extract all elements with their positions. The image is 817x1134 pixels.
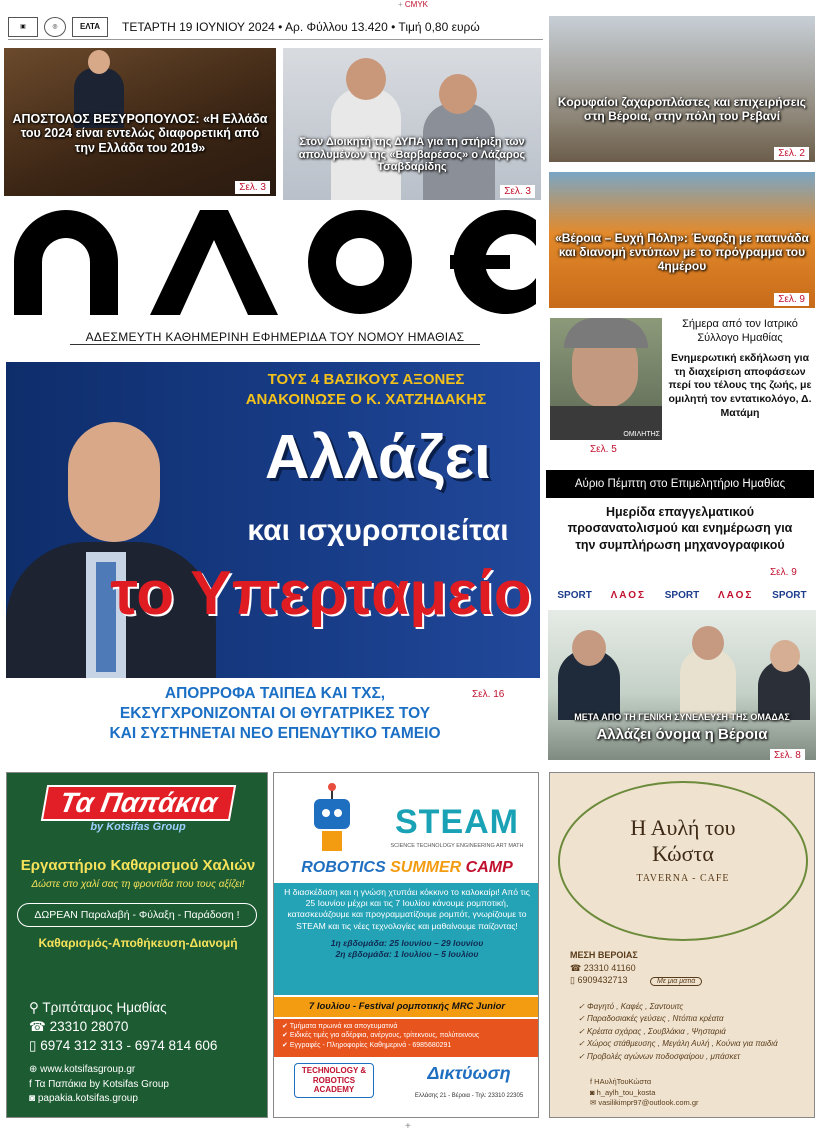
mobile-text: 6909432713: [577, 975, 628, 986]
person-2-head: [692, 626, 724, 660]
page-ref: Σελ. 3: [500, 185, 535, 198]
facebook-icon: f: [590, 1077, 595, 1086]
steam-title: STEAM: [395, 803, 519, 841]
taverna-kind: TAVERNA - CAFE: [636, 873, 730, 884]
offer-1: ✓ Φαγητό , Καφές , Σαντουιτς: [578, 1002, 684, 1011]
offer-1-text: Φαγητό , Καφές , Σαντουιτς: [586, 1002, 684, 1011]
subhead-line-1: ΑΠΟΡΡΟΦΑ ΤΑΙΠΕΔ ΚΑΙ ΤΧΣ,: [164, 685, 386, 702]
page-ref: Σελ. 3: [235, 181, 270, 194]
lead-story[interactable]: [6, 362, 540, 678]
papakia-free: ΔΩΡΕΑΝ Παραλαβή - Φύλαξη - Παράδοση !: [17, 903, 257, 927]
story-parliament[interactable]: [4, 48, 276, 196]
papakia-title: Εργαστήριο Καθαρισμού Χαλιών: [20, 857, 256, 874]
ad-papakia[interactable]: [6, 772, 268, 1118]
laos-label: ΛΑΟΣ: [610, 590, 646, 601]
kicker-line-1: ΤΟΥΣ 4 ΒΑΣΙΚΟΥΣ ΑΞΟΝΕΣ: [267, 371, 465, 388]
globe-icon: ⊕: [29, 1064, 41, 1075]
phone-icon: ☎: [29, 1018, 50, 1034]
note-badge: Με μια ματιά: [650, 977, 702, 986]
chamber-bar: Αύριο Πέμπτη στο Επιμελητήριο Ημαθίας: [546, 470, 814, 498]
web-text: www.kotsifasgroup.gr: [40, 1064, 136, 1075]
chamber-body[interactable]: Ημερίδα επαγγελματικού προσανατολισμού και ενημέρωση για την συμπλήρωση μηχανογραφικού: [567, 505, 793, 552]
offer-4: ✓ Χώρος στάθμευσης , Μεγάλη Αυλή , Κούνια για παιδιά: [578, 1039, 778, 1049]
offer-5-text: Προβολές αγώνων ποδοσφαίρου , μπάσκετ: [586, 1051, 740, 1061]
papakia-slogan: Δώστε στο χαλί σας τη φροντίδα που τους αξίζει!: [31, 879, 245, 890]
mail-icon: ✉: [590, 1098, 599, 1107]
instagram-text: papakia.kotsifas.group: [37, 1093, 138, 1104]
sport-title: Αλλάζει όνομα η Βέροια: [596, 726, 768, 743]
festival: 7 Ιουλίου - Festival ρομποτικής MRC Junior: [274, 997, 539, 1017]
pin-icon: ⚲: [29, 1000, 43, 1015]
phone-text: 23310 28070: [49, 1018, 129, 1034]
brand-name: Τα Παπάκια: [40, 785, 235, 821]
person-left-head: [346, 58, 386, 100]
diktyosi-logo: Δικτύωση: [427, 1063, 511, 1083]
phone-row: [570, 962, 800, 975]
phone-row: [29, 1018, 259, 1037]
bullet-1: ✔ Τμήματα πρωινά και απογευματινά: [282, 1023, 398, 1030]
page-ref: Σελ. 8: [770, 749, 805, 762]
bullet-1-text: Τμήματα πρωινά και απογευματινά: [289, 1023, 398, 1030]
subhead-line-2: ΕΚΣΥΓΧΡΟΝΙΖΟΝΤΑΙ ΟΙ ΘΥΓΑΤΡΙΚΕΣ ΤΟΥ: [119, 705, 431, 723]
papakia-online: [29, 1063, 259, 1107]
lead-subhead: [20, 684, 530, 744]
page-ref: Σελ. 9: [774, 293, 809, 306]
medical-photo[interactable]: [550, 318, 662, 440]
camp-title: [278, 859, 536, 877]
headline-1: Αλλάζει: [264, 423, 492, 492]
week-1: 1η εβδομάδα: 25 Ιουνίου – 29 Ιουνίου: [330, 937, 484, 948]
offer-2-text: Παραδοσιακές γεύσεις , Ντόπια κρέατα: [586, 1014, 724, 1024]
masthead-logo: [10, 210, 540, 315]
headline-3: το Υπερταμείο: [110, 559, 532, 628]
instagram-icon: ◙: [29, 1093, 38, 1104]
speaker-head: [88, 50, 110, 74]
camp-info: [274, 883, 539, 995]
person-1-head: [572, 630, 606, 666]
address-text: Τριπόταμος Ημαθίας: [42, 1000, 167, 1015]
person-right-head: [439, 74, 477, 114]
sport-label: SPORT: [772, 590, 807, 601]
seal-icon: ◎: [44, 17, 66, 37]
photo-label: ΟΜΙΛΗΤΗΣ: [623, 431, 660, 438]
minister-photo: [6, 402, 206, 678]
kicker-line-2: ΑΝΑΚΟΙΝΩΣΕ Ο Κ. ΧΑΤΖΗΔΑΚΗΣ: [245, 391, 487, 409]
header-bar: [8, 14, 543, 40]
mobile-icon: ▯: [29, 1037, 41, 1053]
instagram-icon: ◙: [590, 1087, 597, 1097]
area: ΜΕΣΗ ΒΕΡΟΙΑΣ: [570, 950, 638, 960]
subhead-line-3: ΚΑΙ ΣΥΣΤΗΝΕΤΑΙ ΝΕΟ ΕΠΕΝΔΥΤΙΚΟ ΤΑΜΕΙΟ: [109, 725, 441, 743]
academy-logo: TECHNOLOGY & ROBOTICS ACADEMY: [294, 1063, 374, 1098]
register-mark-bottom: +: [405, 1121, 411, 1132]
offer-2: ✓ Παραδοσιακές γεύσεις , Ντόπια κρέατα: [578, 1014, 724, 1024]
name-line-1: Η Αυλή του: [630, 815, 736, 840]
week-2: 2η εβδομάδα: 1 Ιουλίου – 5 Ιουλίου: [335, 948, 479, 959]
laos-logo-icon: [10, 210, 540, 315]
page-ref: Σελ. 16: [468, 688, 508, 701]
mobile-text: 6974 312 313 - 6974 814 606: [40, 1037, 218, 1053]
fb-text: ΗΑυλήΤουΚώστα: [594, 1077, 652, 1086]
ig-row[interactable]: [590, 1088, 800, 1099]
steam-sub: SCIENCE TECHNOLOGY ENGINEERING ART MATH: [390, 843, 524, 849]
papakia-brand: [15, 785, 261, 833]
story-caption: Κορυφαίοι ζαχαροπλάστες και επιχειρήσεις στη Βέροια, στην πόλη του Ρεβανί: [557, 95, 807, 123]
laos-label: ΛΑΟΣ: [717, 590, 754, 601]
web-row[interactable]: [29, 1063, 259, 1078]
sport-label: SPORT: [557, 590, 592, 601]
taverna-contact: [570, 949, 800, 987]
email-row[interactable]: [590, 1098, 800, 1109]
offer-4-text: Χώρος στάθμευσης , Μεγάλη Αυλή , Κούνια για παιδιά: [586, 1039, 778, 1049]
ig-text: h_aylh_tou_kosta: [596, 1087, 656, 1097]
page-ref: Σελ. 9: [766, 566, 801, 579]
story-caption: Στον Διοικητή της ΔΥΠΑ για τη στήριξη των απολυμένων της «Βαρβαρέσος» ο Λάζαρος Τσαβδαρίδης: [298, 136, 526, 174]
steam-address: Ελλάσης 21 - Βέροια - Τηλ: 23310 22305: [414, 1093, 524, 1099]
page-ref: Σελ. 5: [586, 443, 621, 456]
sport-kicker: ΜΕΤΑ ΑΠΟ ΤΗ ΓΕΝΙΚΗ ΣΥΝΕΛΕΥΣΗ ΤΗΣ ΟΜΑΔΑΣ: [574, 712, 790, 722]
offer-5: ✓ Προβολές αγώνων ποδοσφαίρου , μπάσκετ: [578, 1051, 740, 1061]
sport-strip: [548, 590, 816, 608]
lead-kicker: [196, 370, 536, 411]
minister-head: [68, 422, 160, 542]
story-dypa[interactable]: [283, 48, 541, 200]
name-line-2: Κώστα: [652, 841, 714, 867]
bullet-2-text: Ειδικές τιμές για αδέρφια, ανέργους, τρίτεκνους, πολύτεκνους: [289, 1032, 480, 1040]
email-text: vasilikimpr97@outlook.com.gr: [598, 1098, 699, 1107]
ad-taverna[interactable]: [549, 772, 815, 1118]
mobile-row: [570, 974, 800, 987]
facebook-row[interactable]: [29, 1078, 259, 1093]
address-row: [29, 999, 259, 1018]
brand-sub: by Kotsifas Group: [90, 821, 186, 833]
mobile-icon: ▯: [570, 975, 578, 986]
tagline: ΑΔΕΣΜΕΥΤΗ ΚΑΘΗΜΕΡΙΝΗ ΕΦΗΜΕΡΙΔΑ ΤΟΥ ΝΟΜΟΥ ΗΜΑΘΙΑΣ: [70, 330, 480, 345]
offer-3-text: Κρέατα σχάρας , Σουβλάκια , Ψησταριά: [586, 1026, 726, 1036]
medical-intro: Σήμερα από τον Ιατρικό Σύλλογο Ημαθίας: [682, 318, 798, 344]
phone-text: 23310 41160: [583, 962, 636, 973]
doctor-hair: [564, 318, 648, 348]
person-3-head: [770, 640, 800, 672]
camp-intro: Η διασκέδαση και η γνώση χτυπάει κόκκινο το καλοκαίρι! Από τις 25 Ιουνίου μέχρι και τις 7 Ιουλίου κάνουμε ρομποτική, κατασκευάζουμε και προγραμματίζουμε ρομπότ, γνωρίζουμε το STEAM και τις νέες τεχνολογίες και μαθαίνουμε παίζοντας!: [284, 887, 530, 931]
bullet-2: ✔ Ειδικές τιμές για αδέρφια, ανέργους, τρίτεκνους, πολύτεκνους: [282, 1032, 480, 1040]
fb-row[interactable]: [590, 1077, 800, 1088]
bullet-3-text: Εγγραφές - Πληροφορίες Καθημερινά - 6985680291: [289, 1041, 452, 1049]
sport-photo[interactable]: [548, 610, 816, 760]
sport-label: SPORT: [664, 590, 700, 601]
bullet-3: ✔ Εγγραφές - Πληροφορίες Καθημερινά - 6985680291: [282, 1041, 452, 1049]
instagram-row[interactable]: [29, 1092, 259, 1107]
papakia-services: Καθαρισμός-Αποθήκευση-Διανομή: [38, 936, 238, 950]
robot-icon: [294, 781, 374, 855]
page-ref: Σελ. 2: [774, 147, 809, 160]
phone-icon: ☎: [570, 962, 584, 973]
taverna-name: [560, 815, 806, 868]
camp-word-3: CAMP: [465, 859, 513, 876]
facebook-text: Τα Παπάκια by Kotsifas Group: [34, 1078, 169, 1090]
story-caption: ΑΠΟΣΤΟΛΟΣ ΒΕΣΥΡΟΠΟΥΛΟΣ: «Η Ελλάδα του 2024 είναι εντελώς διαφορετική από την Ελλάδα του 2019»: [12, 112, 268, 155]
date-line: ΤΕΤΑΡΤΗ 19 ΙΟΥΝΙΟΥ 2024 • Αρ. Φύλλου 13.420 • Τιμή 0,80 ευρώ: [122, 19, 480, 34]
elta-logo: ΕΛΤΑ: [72, 17, 108, 37]
camp-word-1: ROBOTICS: [301, 859, 386, 876]
facebook-icon: f: [29, 1078, 35, 1090]
offer-3: ✓ Κρέατα σχάρας , Σουβλάκια , Ψησταριά: [578, 1026, 726, 1036]
register-mark: + CMYK: [398, 0, 429, 9]
headline-2: και ισχυροποιείται: [247, 514, 509, 547]
story-festival[interactable]: [549, 172, 815, 308]
papakia-contact: [29, 999, 259, 1056]
taverna-offers: [578, 1001, 798, 1063]
camp-word-2: SUMMER: [390, 859, 462, 876]
mobile-row: [29, 1037, 259, 1056]
story-caption: «Βέροια – Ευχή Πόλη»: Έναρξη με πατινάδα και διανομή εντύπων με το πρόγραμμα του 4ημέρου: [555, 231, 809, 273]
medical-body: Ενημερωτική εκδήλωση για τη διαχείριση αποφάσεων περί του τέλους της ζωής, με ομιλητή τον εντατικολόγο, Δ. Ματάμη: [668, 352, 812, 419]
taverna-social: [590, 1077, 800, 1109]
ad-steam[interactable]: [273, 772, 539, 1118]
story-pastry[interactable]: [549, 16, 815, 162]
ap-badge-icon: ▣: [8, 17, 38, 37]
camp-bullets: [274, 1019, 539, 1057]
